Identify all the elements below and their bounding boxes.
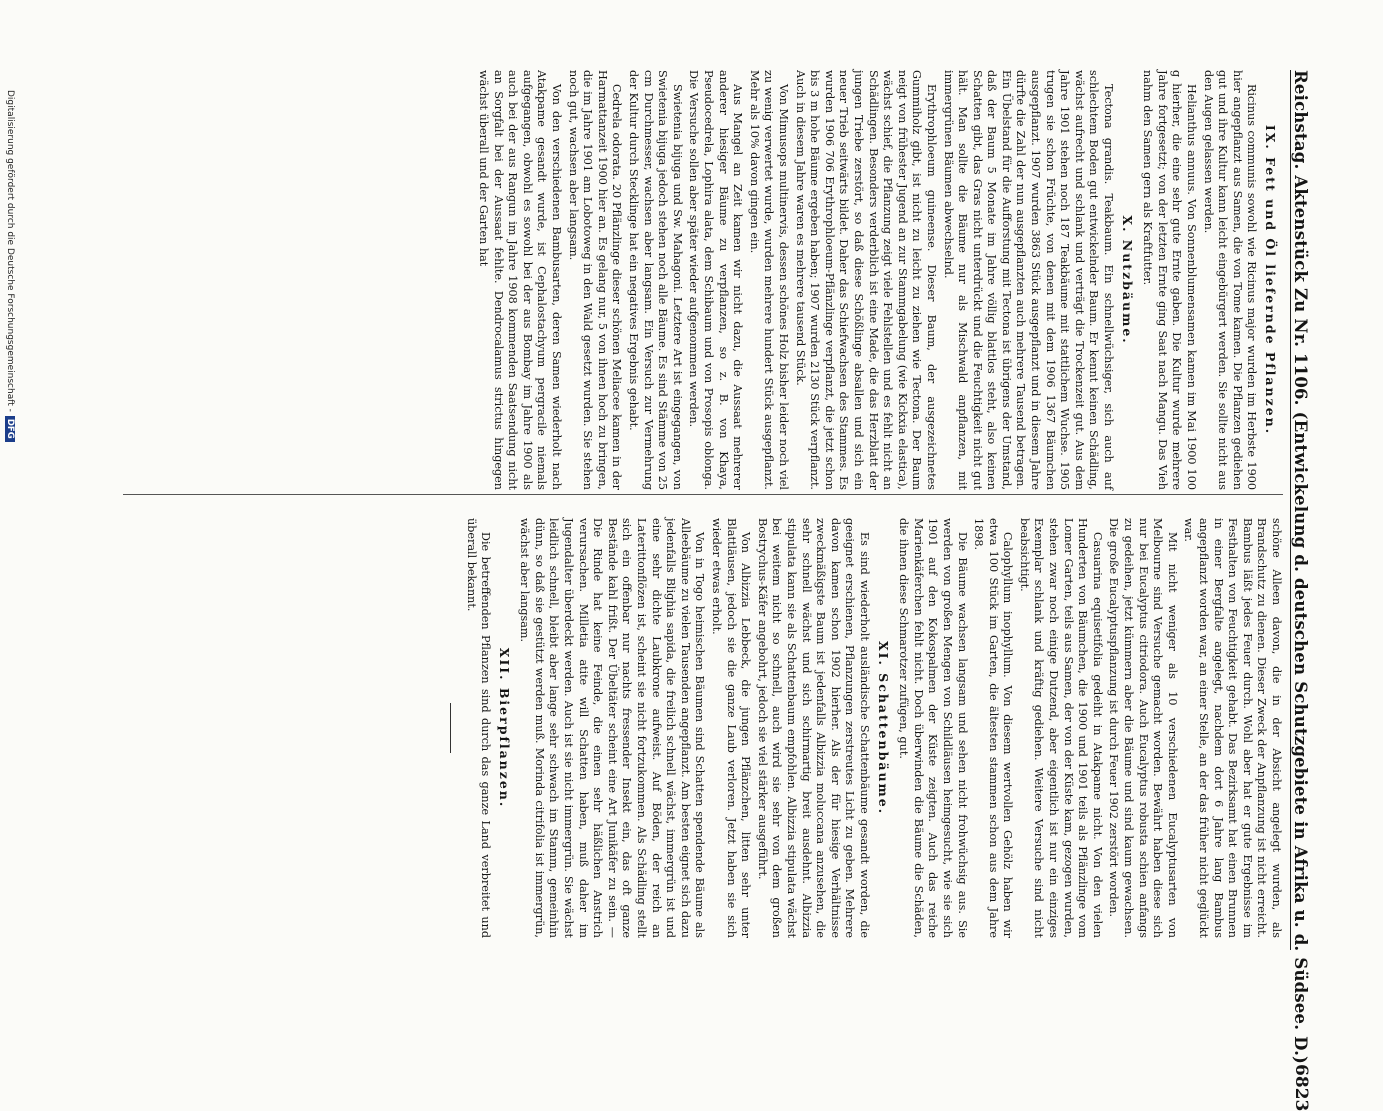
digitization-footer: [5, 90, 15, 442]
paragraph-erythrophloeum: Erythrophloeum guineense. Dieser Baum, der ausgezeichnetes Gummiholz gibt, ist nicht zu leicht zu ziehen wie Tectona. Der Baum neigt von frühester Jugend an zur Stammgabelung (wie Kickxia elastica), wächst schief, die Pflanzung zeigt viele Fehlstellen und es fehlt nicht an Schädlingen. Besonders verderblich ist eine Made, die das Herzblatt der jungen Triebe zerstört, so daß diese Schößlinge absallen und sich ein neuer Trieb seitwärts bildet. Daher das Schiefwachsen des Stammes. Es wurden 1906 706 Erythrophloeum-Pflänzlinge verpflanzt, die jetzt schon bis 3 m hohe Bäume ergeben haben; 1907 wurden 2130 Stück verpflanzt. Auch in diesem Jahre waren es mehrere tausend Stück.: [793, 70, 938, 490]
paragraph-casuarina: Casuarina equisetifolia gedeiht in Atakpame nicht. Von den vielen Hunderten von Bäumchen, die 1900 und 1901 teils als Pflänzlinge vom Lomer Garten, teils aus Samen, der von der Küste kam, gezogen wurden, stehen zwar noch einige Dutzend, aber eigentlich ist nur ein einziges Exemplar schlank und kräftig gediehen. Weitere Versuche sind nicht beabsichtigt.: [1017, 518, 1104, 938]
left-column: [474, 70, 1283, 490]
page-number: 6823: [1291, 1064, 1311, 1111]
paragraph-tectona: Tectona grandis. Teakbaum. Ein schnellwüchsiger, sich auch auf schlechtem Boden gut entwickelnder Baum. Er kennt keinen Schädling, wächst aufrecht und schlank und verträgt die Trockenzeit gut. Aus dem Jahre 1901 stehen noch 187 Teakbäume mit stattlichem Wuchse. 1905 trugen sie schon Früchte, von denen mit dem 1906 1367 Bäumchen ausgepflanzt. 1907 wurden 3863 Stück ausgepflanzt und in diesem Jahre dürfte die Zahl der nun ausgepflanzten auch mehrere Tausend betragen. Ein Übelstand für die Aufforstung mit Tectona ist übrigens der Umstand, daß der Baum 5 Monate im Jahre völlig blattlos steht, also keinen Schatten gibt, das Gras nicht unterdrückt und die Feuchtigkeit nicht gut hält. Man sollte die Bäume nur als Mischwald anpflanzen, mit immergrünen Bäumen abwechselnd.: [941, 70, 1116, 490]
page-header: [1290, 70, 1325, 1111]
paragraph-swietenia: Swietenia bijuga und Sw. Mahagoni. Letztere Art ist eingegangen, von Swietenia bijuga jedoch stehen noch alle Bäume. Es sind Stämme von 25 cm Durchmesser, wachsen aber langsam. Ein Versuch zur Vermehrung der Kultur durch Stecklinge hat ein negatives Ergebnis gehabt.: [627, 70, 684, 490]
paragraph-mangel: Aus Mangel an Zeit kamen wir nicht dazu, die Aussaat mehrerer anderer hiesiger Bäume zu verpflanzen, so z. B. von Khaya, Pseudocedrela, Lophira alata, dem Schibaum und von Prosopis oblonga. Die Versuche sollen aber später wieder aufgenommen werden.: [687, 70, 745, 490]
section-xii-title: XII. Bierpflanzen.: [496, 647, 512, 809]
column-divider: [123, 494, 1283, 495]
section-x-title: X. Nutzbäume.: [1119, 215, 1135, 345]
paragraph-calophyllum: Calophyllum inophyllum. Von diesem wertvollen Gehölz haben wir etwa 100 Stück im Garten, die ältesten stammen schon aus dem Jahre 1898.: [972, 518, 1015, 938]
paragraph-cedrela: Cedrela odorata. 20 Pflänzlinge dieser schönen Meliacee kamen in der Harmattanzeit 1900 hier an. Es gelang nur, 5 von ihnen hoch zu bringen, die im Jahre 1901 am Lobotoweg in den Wald gesetzt wurden. Sie stehen noch gut, wachsen aber langsam.: [566, 70, 624, 490]
paragraph-albizzia-lebbeck: Von Albizzia Lebbeck, die jungen Pflänzchen, litten sehr unter Blattläusen, jedoch sie die ganze Laub verloren. Jetzt haben sie sich wieder etwas erholt.: [710, 518, 753, 938]
paragraph-eucalyptus: Mit nicht weniger als 10 verschiedenen Eucalyptusarten von Melbourne sind Versuche gemacht worden. Bewährt haben diese sich nur bei Eucalyptus citriodora. Auch Eucalyptus robusta schien anfangs zu gedeihen, jetzt kümmern aber die Bäume und sind kaum gewachsen. Die große Eucalyptuspflanzung ist durch Feuer 1902 zerstört worden.: [1107, 518, 1179, 938]
paragraph-mimusops: Von Mimusops multinervis, dessen schönes Holz bisher leider noch viel zu wenig verwertet wurde, wurden mehrere hundert Stück ausgepflanzt. Mehr als 10% davon gingen ein.: [747, 70, 790, 490]
paragraph-togo-baeume: Von in Togo heimischen Bäumen sind Schatten spendende Bäume als Alleebäume zu vielen Tausenden angepflanzt. Am besten eignet sich dazu jedenfalls Blighia sapida, die freilich schnell wächst, immergrün ist und eine sehr dichte Laubkrone aufweist. Auf Böden, der reich an Laterittonflözen ist, scheint sie nicht fortzukommen. Als Schädling stellt sich ein offenbar nur nachts fressender Insekt ein, das oft ganze Bestände kahl frißt. Der Übeltäter scheint eine Art Junikäfer zu sein. — Die Rinde hat keine Feinde, die einen sehr häßlichen Anstrich verursachen. Milletia atite will Schatten haben, muß daher im Jugendalter überdeckt werden. Auch ist sie nicht immergrün. Sie wächst leidlich schnell, bleibt aber lange sehr schwach im Stamm, gemeinhin dünn, so daß sie gestützt werden muß. Morinda citrifolia ist immergrün, wächst aber langsam.: [518, 518, 707, 938]
paragraph-bambus-continued: schöne Alleen davon, die in der Absicht angelegt wurden, als Brandschutz zu dienen. Dieser Zweck der Anpflanzung ist nicht erreicht. Bambus läßt jedes Feuer durch. Wohl aber hat er gute Ergebnisse im Festhalten von Feuchtigkeit gehabt. Das Bezirksamt hat einen Brunnen in einer Bergfalte angelegt, nachdem dort 6 Jahre lang Bambus angepflanzt worden war, an einer Stelle, an der das früher nicht geglückt war.: [1182, 518, 1283, 938]
end-rule: [450, 703, 451, 753]
section-ix-title: IX. Fett und Öl liefernde Pflanzen.: [1263, 124, 1278, 436]
paragraph-ricinus: Ricinus communis sowohl wie Ricinus major wurden im Herbste 1900 hier angepflanzt aus Samen, die von Tome kamen. Die Pflanzen gediehen gut und ihre Kultur kann leicht eingebürgert werden. Sie sollte nicht aus den Augen gelassen werden.: [1201, 70, 1259, 490]
header-title: Reichstag. Aktenstück Zu Nr. 1106. (Entwickelung d. deutschen Schutzgebiete in Afrika u. d. Südsee. D.): [1291, 70, 1310, 1065]
paragraph-schattenbaeume: Es sind wiederholt ausländische Schattenbäume gesandt worden, die geeignet erschienen, Pflanzungen zerstreutes Licht zu geben. Mehrere davon kamen schon 1902 hierher. Als der für hiesige Verhältnisse zweckmäßigste Baum ist jedenfalls Albizzia moluccana anzusehen, die sehr schnell wächst und sich schirmartig breit ausdehnt. Albizzia stipulata kann sie als Schattenbaum empfohlen. Albizzia stipulata wächst bei weitem nicht so schnell, auch wird sie sehr von dem großen Bostrychus-Käfer angebohrt, jedoch sie viel stärker ausgeführt.: [755, 518, 871, 938]
paragraph-bierpflanzen: Die betreffenden Pflanzen sind durch das ganze Land verbreitet und überall bekannt.: [464, 518, 493, 938]
right-column: [438, 518, 1283, 938]
paragraph-baeume: Die Bäume wachsen langsam und sehen nicht frohwüchsig aus. Sie werden von großen Mengen von Schildläusen heimgesucht, wie sie sich 1901 auf den Kokospalmen der Küste zeigten. Auch das reiche Marienkäferchen fehlt nicht. Doch überwinden die Bäume die Schäden, die ihnen diese Schmarotzer zufügen, gut.: [897, 518, 969, 938]
paragraph-bambus: Von den verschiedenen Bambusarten, deren Samen wiederholt nach Atakpame gesandt wurde, ist Cephalostachyum pergracile niemals aufgegangen, obwohl es sowohl bei der aus Bombay im Jahre 1900 als auch bei der aus Rangun im Jahre 1908 kommenden Saatsendung nicht an Sorgfalt bei der Aussaat fehlte. Dendrocalamus strictus hingegen wächst überall und der Garten hat: [477, 70, 564, 490]
dfg-logo: DFG: [5, 416, 15, 442]
paragraph-helianthus: Helianthus annuus. Von Sonnenblumensamen kamen im Mai 1900 100 g hierher, die eine sehr gute Ernte gaben. Die Kultur wurde mehrere Jahre fortgesetzt; von der letzten Ernte ging Saat nach Mangu. Das Vieh nahm den Samen gern als Kraftfutter.: [1141, 70, 1199, 490]
footer-text: Digitalisierung gefördert durch die Deutsche Forschungsgemeinschaft -: [5, 90, 15, 412]
section-xi-title: XI. Schattenbäume.: [875, 640, 891, 816]
